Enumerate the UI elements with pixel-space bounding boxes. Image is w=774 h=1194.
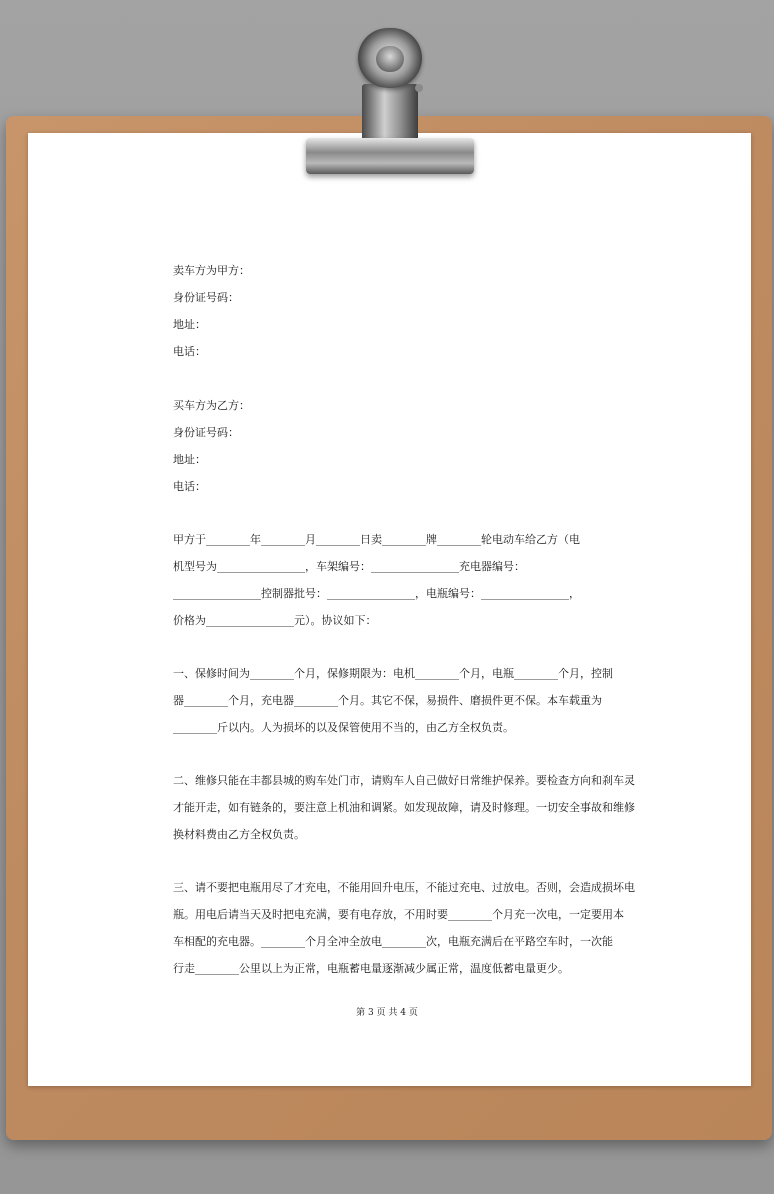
intro-line: 价格为________________元）。协议如下： xyxy=(173,614,377,627)
seller-id-label: 身份证号码： xyxy=(173,291,239,304)
clause2-line: 换材料费由乙方全权负责。 xyxy=(173,828,305,841)
page-footer: 第 3 页 共 4 页 xyxy=(356,1008,418,1018)
intro-line: ________________控制器批号：________________，电瓶编号：________________， xyxy=(173,587,580,600)
buyer-phone-label: 电话： xyxy=(173,480,206,493)
buyer-address-label: 地址： xyxy=(173,453,206,466)
clause3-line: 三、请不要把电瓶用尽了才充电，不能用回升电压，不能过充电、过放电。否则，会造成损坏电 xyxy=(173,881,635,894)
buyer-label: 买车方为乙方： xyxy=(173,399,250,412)
clause2-line: 才能开走，如有链条的，要注意上机油和调紧。如发现故障，请及时修理。一切安全事故和维修 xyxy=(173,801,635,814)
clause2-line: 二、维修只能在丰都县城的购车处门市，请购车人自己做好日常维护保养。要检查方向和刹车灵 xyxy=(173,774,635,787)
buyer-id-label: 身份证号码： xyxy=(173,426,239,439)
intro-line: 甲方于________年________月________日卖________牌________轮电动车给乙方（电 xyxy=(173,533,580,546)
clip-hole-icon xyxy=(376,46,404,72)
seller-label: 卖车方为甲方： xyxy=(173,264,250,277)
seller-address-label: 地址： xyxy=(173,318,206,331)
clause3-line: 行走________公里以上为正常，电瓶蓄电量逐渐减少属正常，温度低蓄电量更少。 xyxy=(173,962,569,975)
clause1-line: ________斤以内。人为损坏的以及保管使用不当的，由乙方全权负责。 xyxy=(173,721,514,734)
clip-base xyxy=(306,138,474,174)
seller-phone-label: 电话： xyxy=(173,345,206,358)
clause1-line: 一、保修时间为________个月，保修期限为：电机________个月，电瓶________个月，控制 xyxy=(173,667,613,680)
clause3-line: 车相配的充电器。________个月全冲全放电________次，电瓶充满后在平路空车时，一次能 xyxy=(173,935,613,948)
intro-line: 机型号为________________，车架编号：________________充电器编号： xyxy=(173,560,525,573)
clause1-line: 器________个月，充电器________个月。其它不保，易损件、磨损件更不保。本车载重为 xyxy=(173,694,602,707)
clip-arm xyxy=(362,84,418,146)
clip-screw-icon xyxy=(415,84,423,92)
clause3-line: 瓶。用电后请当天及时把电充满，要有电存放，不用时要________个月充一次电，一定要用本 xyxy=(173,908,624,921)
